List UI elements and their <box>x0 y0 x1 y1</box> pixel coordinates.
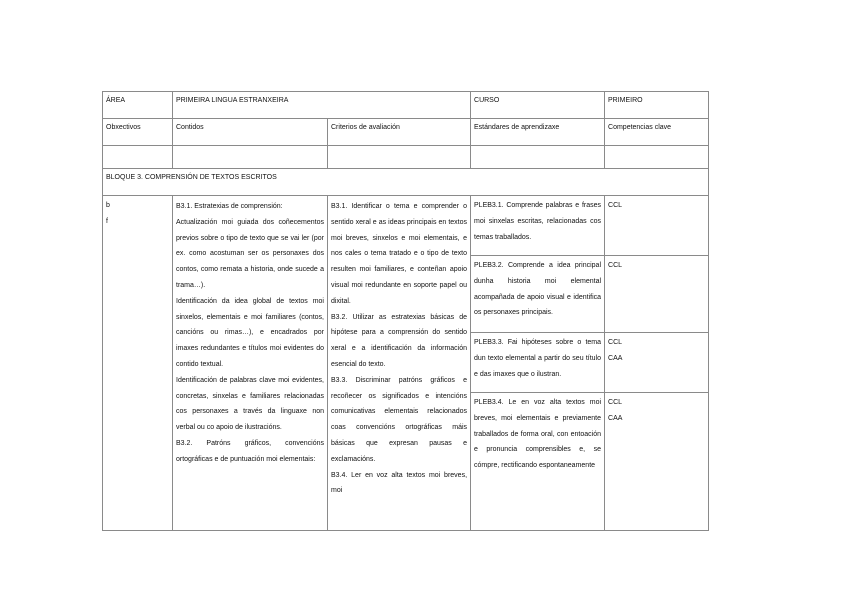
estandares-cell <box>471 196 605 531</box>
competencia-group <box>605 196 708 256</box>
estandar-item: PLEB3.2. Comprende a idea principal dunha historia moi elemental acompañada de apoio visual e identifica os personaxes principais. <box>471 256 604 333</box>
blank-cell <box>605 146 709 169</box>
criterios-cell <box>328 196 471 531</box>
blank-cell <box>173 146 328 169</box>
area-value: PRIMEIRA LINGUA ESTRANXEIRA <box>173 92 471 119</box>
contido-item: B3.1. Estratexias de comprensión: <box>176 203 283 210</box>
col-contidos: Contidos <box>173 119 328 146</box>
criterio-item: B3.2. Utilizar as estratexias básicas de hipótese para a comprensión do sentido xeral e a identificación da información esencial do texto. <box>331 313 468 368</box>
estandar-item: PLEB3.4. Le en voz alta textos moi breves, moi elementais e previamente traballados de forma oral, con entoación e pronuncia comprensibles e, se cómpre, rectificando espontaneamente <box>474 399 602 470</box>
curriculum-table <box>102 91 709 531</box>
competencia-code: CAA <box>608 414 623 422</box>
competencia-group <box>605 256 708 333</box>
col-criterios: Criterios de avaliación <box>328 119 471 146</box>
blank-cell <box>471 146 605 169</box>
estandar-item: PLEB3.1. Comprende palabras e frases moi sinxelas escritas, relacionadas cos temas traballados. <box>471 196 604 256</box>
competencia-code: CCL <box>608 339 623 346</box>
estandar-item: PLEB3.3. Fai hipóteses sobre o tema dun texto elemental a partir do seu título e das imaxes que o ilustran. <box>471 333 604 393</box>
curso-label: CURSO <box>471 92 605 119</box>
bloque-title: BLOQUE 3. COMPRENSIÓN DE TEXTOS ESCRITOS <box>103 169 709 196</box>
column-header-row <box>103 119 709 146</box>
curso-value: PRIMEIRO <box>605 92 709 119</box>
area-label: ÁREA <box>103 92 173 119</box>
criterio-item: B3.4. Ler en voz alta textos moi breves, moi <box>331 471 468 495</box>
competencia-group <box>605 333 708 393</box>
contido-item: Identificación de palabras clave moi evidentes, concretas, sinxelas e familiares relacionadas cos personaxes a través da linguaxe non verbal ou co apoio de ilustracións. <box>176 376 324 432</box>
criterio-item: B3.1. Identificar o tema e comprender o sentido xeral e as ideas principais en textos moi breves, sinxelos e moi elementais, e nos cales o tema tratado e o tipo de texto resulten moi familiares, e conteñan apoio visual moi redundante en soporte papel ou dixital. <box>331 203 468 305</box>
bloque-row <box>103 169 709 196</box>
blank-row <box>103 146 709 169</box>
obxectivos-cell <box>103 196 173 531</box>
contido-item: B3.2. Patróns gráficos, convencións ortográficas e de puntuación moi elementais: <box>176 439 324 463</box>
obxectivo-item: b <box>106 202 110 209</box>
header-row <box>103 92 709 119</box>
blank-cell <box>328 146 471 169</box>
col-estandares: Estándares de aprendizaxe <box>471 119 605 146</box>
competencias-cell <box>605 196 709 531</box>
obxectivo-item: f <box>106 217 108 225</box>
competencia-code: CCL <box>608 399 623 406</box>
criterio-item: B3.3. Discriminar patróns gráficos e recoñecer os significados e intencións comunicativas elementais relacionados coas convencións ortográficas máis básicas que expresan pausas e exclamacións. <box>331 376 468 463</box>
col-competencias: Competencias clave <box>605 119 709 146</box>
competencia-code: CCL <box>608 202 623 209</box>
blank-cell <box>103 146 173 169</box>
content-row <box>103 196 709 531</box>
contidos-cell <box>173 196 328 531</box>
col-obxectivos: Obxectivos <box>103 119 173 146</box>
competencia-group <box>605 393 708 530</box>
competencia-code: CCL <box>608 262 623 269</box>
competencia-code: CAA <box>608 354 623 362</box>
curriculum-table-page <box>102 91 708 531</box>
contido-item: Identificación da idea global de textos moi sinxelos, elementais e moi familiares (contos, cancións ou rimas…), e encadrados por imaxes redundantes e títulos moi evidentes do contido textual. <box>176 297 324 368</box>
contido-item: Actualización moi guiada dos coñecementos previos sobre o tipo de texto que se vai ler (por ex. como acostuman ser os personaxes dos contos, como remata a historia, onde sucede a trama…). <box>176 218 324 289</box>
